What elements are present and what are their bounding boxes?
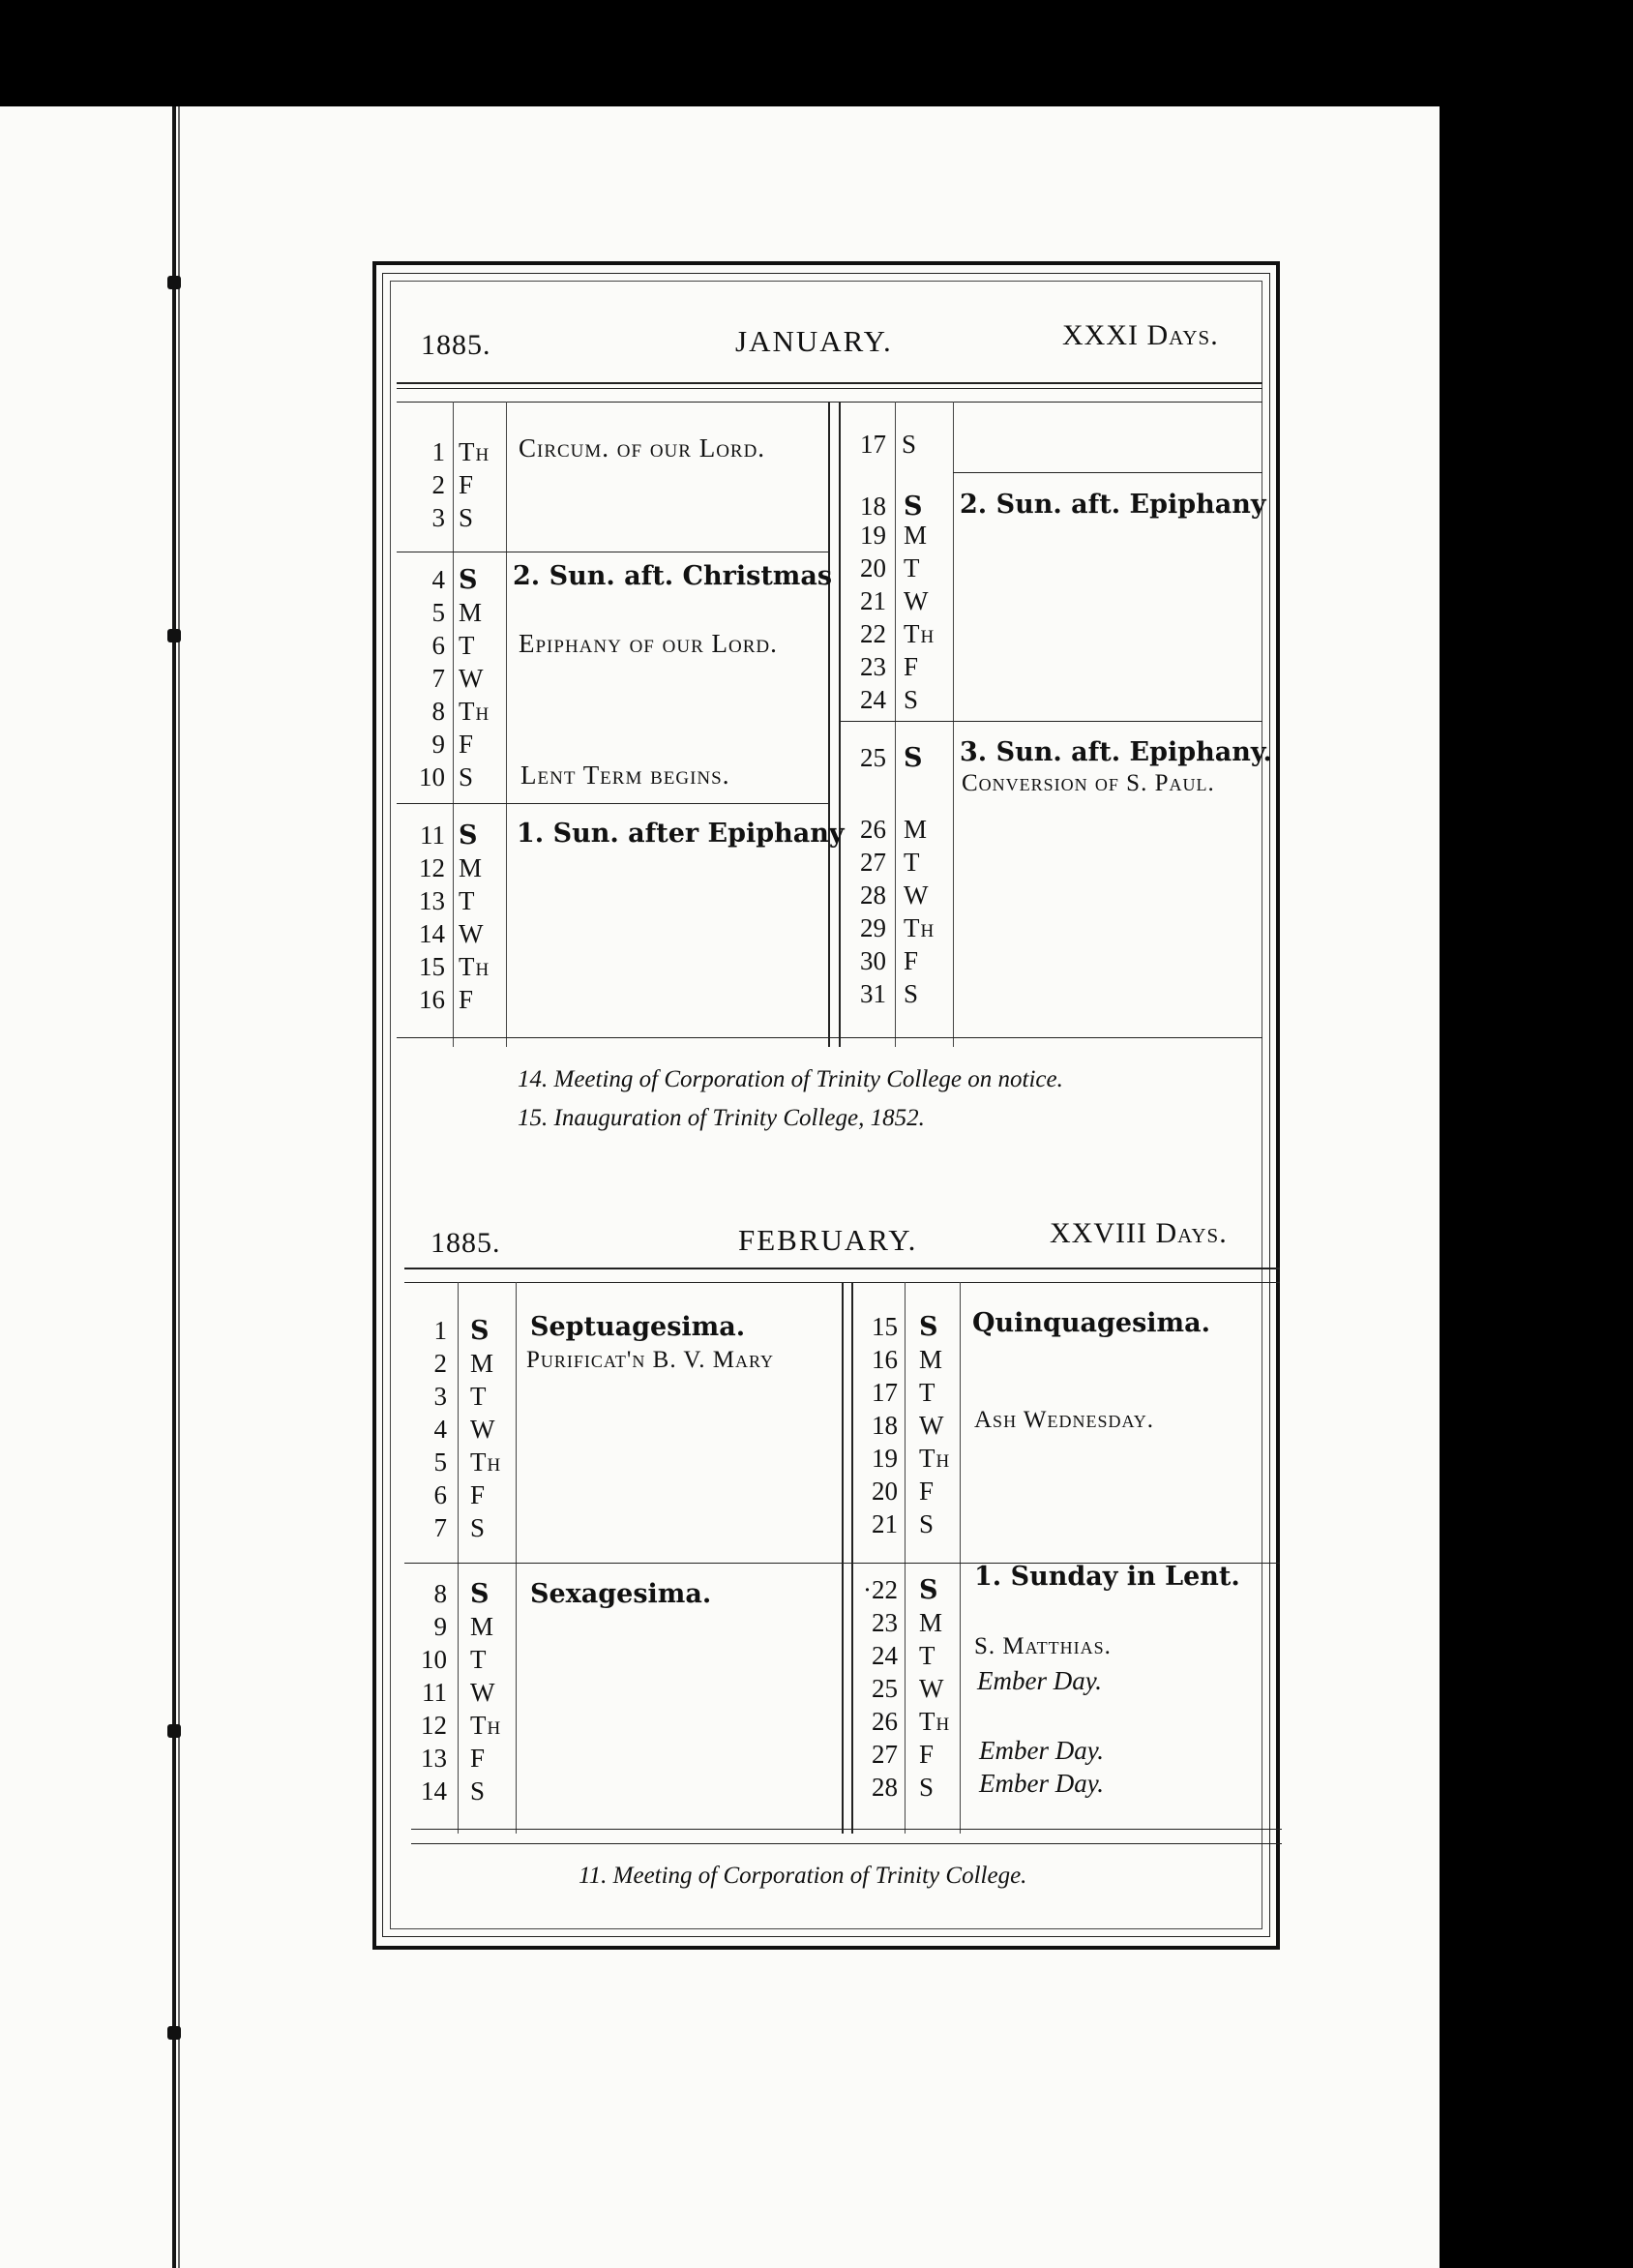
day-of-week: Th bbox=[459, 437, 490, 466]
feb-footnote-1: 11. Meeting of Corporation of Trinity College. bbox=[579, 1863, 1027, 1889]
day-of-week: F bbox=[919, 1477, 935, 1506]
day-of-week: F bbox=[470, 1480, 487, 1509]
day-of-week: T bbox=[470, 1645, 488, 1674]
day-of-week: W bbox=[470, 1678, 496, 1707]
jan-entry-conversion-st-paul: Conversion of S. Paul. bbox=[962, 770, 1215, 796]
feb-entry-septuagesima: Septuagesima. bbox=[530, 1312, 746, 1342]
feb-bottom-rule bbox=[411, 1829, 1282, 1830]
day-number: 20 bbox=[872, 1477, 898, 1506]
day-number: 26 bbox=[872, 1707, 898, 1736]
day-number: 19 bbox=[860, 521, 886, 550]
day-of-week: M bbox=[904, 815, 929, 844]
day-number: 12 bbox=[421, 1711, 447, 1740]
day-of-week: T bbox=[919, 1641, 936, 1670]
day-of-week: M bbox=[904, 521, 929, 550]
jan-col-divider bbox=[506, 402, 507, 1047]
day-number: 15 bbox=[872, 1312, 898, 1341]
sunday-marker: S bbox=[470, 1579, 490, 1609]
day-of-week: Th bbox=[904, 619, 935, 648]
jan-center-divider2 bbox=[839, 402, 841, 1047]
day-of-week: S bbox=[902, 430, 918, 459]
jan-entry-sunday-epiphany-1: 1. Sun. after Epiphany bbox=[517, 819, 845, 849]
feb-bottom-rule2 bbox=[411, 1843, 1282, 1844]
day-of-week: Th bbox=[904, 913, 935, 942]
day-of-week: F bbox=[459, 985, 475, 1014]
sunday-marker: S bbox=[919, 1575, 938, 1605]
day-number: 25 bbox=[860, 743, 886, 772]
jan-entry-sunday-epiphany-2: 2. Sun. aft. Epiphany bbox=[960, 490, 1266, 520]
day-of-week: T bbox=[470, 1382, 488, 1411]
day-number: 7 bbox=[433, 1513, 447, 1542]
jan-entry-circumcision: Circum. of our Lord. bbox=[519, 433, 766, 463]
day-of-week: Th bbox=[919, 1707, 951, 1736]
day-of-week: S bbox=[904, 979, 920, 1008]
day-of-week: T bbox=[919, 1378, 936, 1407]
day-number: 9 bbox=[431, 730, 445, 759]
jan-entry-sunday-epiphany-3: 3. Sun. aft. Epiphany. bbox=[960, 737, 1272, 767]
day-number: 18 bbox=[872, 1411, 898, 1440]
day-of-week: F bbox=[459, 730, 475, 759]
jan-week-rule bbox=[397, 803, 828, 804]
day-number: 27 bbox=[860, 848, 886, 877]
day-of-week: W bbox=[904, 880, 930, 910]
day-number: 31 bbox=[860, 979, 886, 1008]
day-number: 26 bbox=[860, 815, 886, 844]
day-number: 23 bbox=[872, 1608, 898, 1637]
day-number: 20 bbox=[860, 553, 886, 582]
day-number: 17 bbox=[872, 1378, 898, 1407]
day-number: 25 bbox=[872, 1674, 898, 1703]
day-number: 6 bbox=[433, 1480, 447, 1509]
day-of-week: Th bbox=[470, 1711, 502, 1740]
day-of-week: M bbox=[459, 853, 484, 882]
day-number: 19 bbox=[872, 1444, 898, 1473]
day-of-week: Th bbox=[459, 952, 490, 981]
day-number: 14 bbox=[419, 919, 445, 948]
feb-entry-ash-wednesday: Ash Wednesday. bbox=[974, 1407, 1155, 1433]
feb-center-divider2 bbox=[851, 1282, 853, 1834]
day-number: 11 bbox=[422, 1678, 447, 1707]
day-of-week: S bbox=[919, 1509, 935, 1538]
day-number: 5 bbox=[433, 1447, 447, 1477]
day-number: 13 bbox=[419, 886, 445, 915]
jan-entry-sunday-christmas: 2. Sun. aft. Christmas bbox=[513, 561, 833, 591]
day-number: 10 bbox=[419, 762, 445, 791]
day-of-week: S bbox=[459, 503, 475, 532]
feb-entry-ember-day: Ember Day. bbox=[979, 1769, 1104, 1798]
day-number: 24 bbox=[860, 685, 886, 714]
jan-week-rule bbox=[953, 472, 1262, 473]
day-number: 2 bbox=[433, 1349, 447, 1378]
day-number: 28 bbox=[872, 1773, 898, 1802]
day-of-week: T bbox=[459, 631, 476, 660]
feb-days-count: XXVIII Days. bbox=[1050, 1217, 1228, 1249]
day-number: 12 bbox=[419, 853, 445, 882]
jan-entry-lent-term: Lent Term begins. bbox=[520, 761, 730, 790]
day-number: 5 bbox=[431, 598, 445, 627]
feb-entry-ember-day: Ember Day. bbox=[977, 1666, 1102, 1695]
binding-gutter bbox=[172, 106, 176, 2268]
jan-col-divider bbox=[453, 402, 454, 1047]
jan-entry-epiphany: Epiphany of our Lord. bbox=[519, 629, 778, 658]
jan-col-divider bbox=[895, 402, 896, 1047]
sunday-marker: S bbox=[459, 821, 478, 850]
day-number: 11 bbox=[420, 821, 445, 850]
sunday-marker: S bbox=[904, 492, 923, 522]
jan-days-count: XXXI Days. bbox=[1062, 319, 1219, 351]
jan-year: 1885. bbox=[421, 329, 491, 361]
day-number: 1 bbox=[431, 437, 445, 466]
feb-col-divider bbox=[960, 1282, 961, 1834]
day-number: 24 bbox=[872, 1641, 898, 1670]
day-number: 28 bbox=[860, 880, 886, 910]
day-of-week: F bbox=[470, 1744, 487, 1773]
day-number: 17 bbox=[860, 430, 886, 459]
jan-col-divider bbox=[953, 402, 954, 1047]
day-of-week: W bbox=[919, 1411, 945, 1440]
day-number: 3 bbox=[431, 503, 445, 532]
day-number: 18 bbox=[860, 492, 886, 521]
day-of-week: M bbox=[919, 1608, 944, 1637]
feb-month-title: FEBRUARY. bbox=[738, 1223, 918, 1257]
day-of-week: F bbox=[919, 1740, 935, 1769]
feb-entry-sexagesima: Sexagesima. bbox=[530, 1579, 712, 1609]
day-of-week: F bbox=[904, 946, 920, 975]
feb-entry-ember-day: Ember Day. bbox=[979, 1736, 1104, 1765]
day-number: 7 bbox=[431, 664, 445, 693]
jan-header-rule2 bbox=[397, 388, 1262, 389]
day-of-week: Th bbox=[919, 1444, 951, 1473]
day-number: 8 bbox=[431, 697, 445, 726]
day-of-week: Th bbox=[470, 1447, 502, 1477]
day-of-week: M bbox=[470, 1612, 495, 1641]
day-of-week: Th bbox=[459, 697, 490, 726]
jan-header-rule bbox=[397, 382, 1262, 384]
day-number: 23 bbox=[860, 652, 886, 681]
day-of-week: W bbox=[459, 919, 485, 948]
jan-month-title: JANUARY. bbox=[735, 324, 893, 358]
day-of-week: M bbox=[470, 1349, 495, 1378]
binding-mark bbox=[167, 1724, 181, 1738]
day-number: 2 bbox=[431, 470, 445, 499]
day-number: 13 bbox=[421, 1744, 447, 1773]
day-number: 21 bbox=[872, 1509, 898, 1538]
feb-entry-sunday-in-lent: 1. Sunday in Lent. bbox=[974, 1562, 1240, 1592]
day-number: 21 bbox=[860, 586, 886, 615]
jan-center-divider bbox=[828, 402, 830, 1047]
day-number: 30 bbox=[860, 946, 886, 975]
day-number: 22 bbox=[860, 619, 886, 648]
day-number: 29 bbox=[860, 913, 886, 942]
jan-week-rule bbox=[839, 721, 1262, 722]
binding-gutter-shadow bbox=[178, 106, 180, 2268]
day-of-week: T bbox=[904, 553, 921, 582]
feb-col-divider bbox=[458, 1282, 459, 1834]
day-of-week: T bbox=[459, 886, 476, 915]
feb-col-divider bbox=[905, 1282, 906, 1834]
feb-entry-st-matthias: S. Matthias. bbox=[974, 1633, 1112, 1659]
sunday-marker: S bbox=[904, 743, 923, 773]
day-of-week: W bbox=[904, 586, 930, 615]
day-number: 15 bbox=[419, 952, 445, 981]
day-of-week: S bbox=[470, 1776, 487, 1805]
day-number: 16 bbox=[872, 1345, 898, 1374]
day-number: 3 bbox=[433, 1382, 447, 1411]
feb-header-rule bbox=[404, 1268, 1280, 1269]
sunday-marker: S bbox=[470, 1316, 490, 1346]
day-number: 14 bbox=[421, 1776, 447, 1805]
day-number: 9 bbox=[433, 1612, 447, 1641]
binding-mark bbox=[167, 629, 181, 642]
feb-entry-quinquagesima: Quinquagesima. bbox=[972, 1308, 1211, 1338]
feb-entry-purification: Purificat'n B. V. Mary bbox=[526, 1347, 774, 1373]
day-of-week: M bbox=[459, 598, 484, 627]
day-of-week: S bbox=[904, 685, 920, 714]
sunday-marker: S bbox=[459, 565, 478, 595]
day-of-week: F bbox=[904, 652, 920, 681]
day-of-week: W bbox=[919, 1674, 945, 1703]
day-of-week: S bbox=[459, 762, 475, 791]
jan-footnote-1: 14. Meeting of Corporation of Trinity College on notice. bbox=[518, 1066, 1063, 1092]
day-of-week: W bbox=[470, 1415, 496, 1444]
day-number: 6 bbox=[431, 631, 445, 660]
day-number: 4 bbox=[433, 1415, 447, 1444]
feb-col-divider bbox=[516, 1282, 517, 1834]
day-number: 1 bbox=[433, 1316, 447, 1345]
day-number: ·22 bbox=[863, 1575, 898, 1604]
day-of-week: F bbox=[459, 470, 475, 499]
binding-mark bbox=[167, 276, 181, 289]
day-number: 4 bbox=[431, 565, 445, 594]
day-of-week: W bbox=[459, 664, 485, 693]
feb-center-divider bbox=[842, 1282, 844, 1834]
sunday-marker: S bbox=[919, 1312, 938, 1342]
day-number: 16 bbox=[419, 985, 445, 1014]
day-of-week: M bbox=[919, 1345, 944, 1374]
binding-mark bbox=[167, 2026, 181, 2040]
day-of-week: S bbox=[470, 1513, 487, 1542]
day-number: 8 bbox=[433, 1579, 447, 1608]
jan-footnote-2: 15. Inauguration of Trinity College, 1852. bbox=[518, 1105, 925, 1131]
day-of-week: S bbox=[919, 1773, 935, 1802]
jan-bottom-rule bbox=[397, 1037, 1262, 1038]
day-number: 27 bbox=[872, 1740, 898, 1769]
day-of-week: T bbox=[904, 848, 921, 877]
day-number: 10 bbox=[421, 1645, 447, 1674]
feb-year: 1885. bbox=[431, 1227, 501, 1259]
